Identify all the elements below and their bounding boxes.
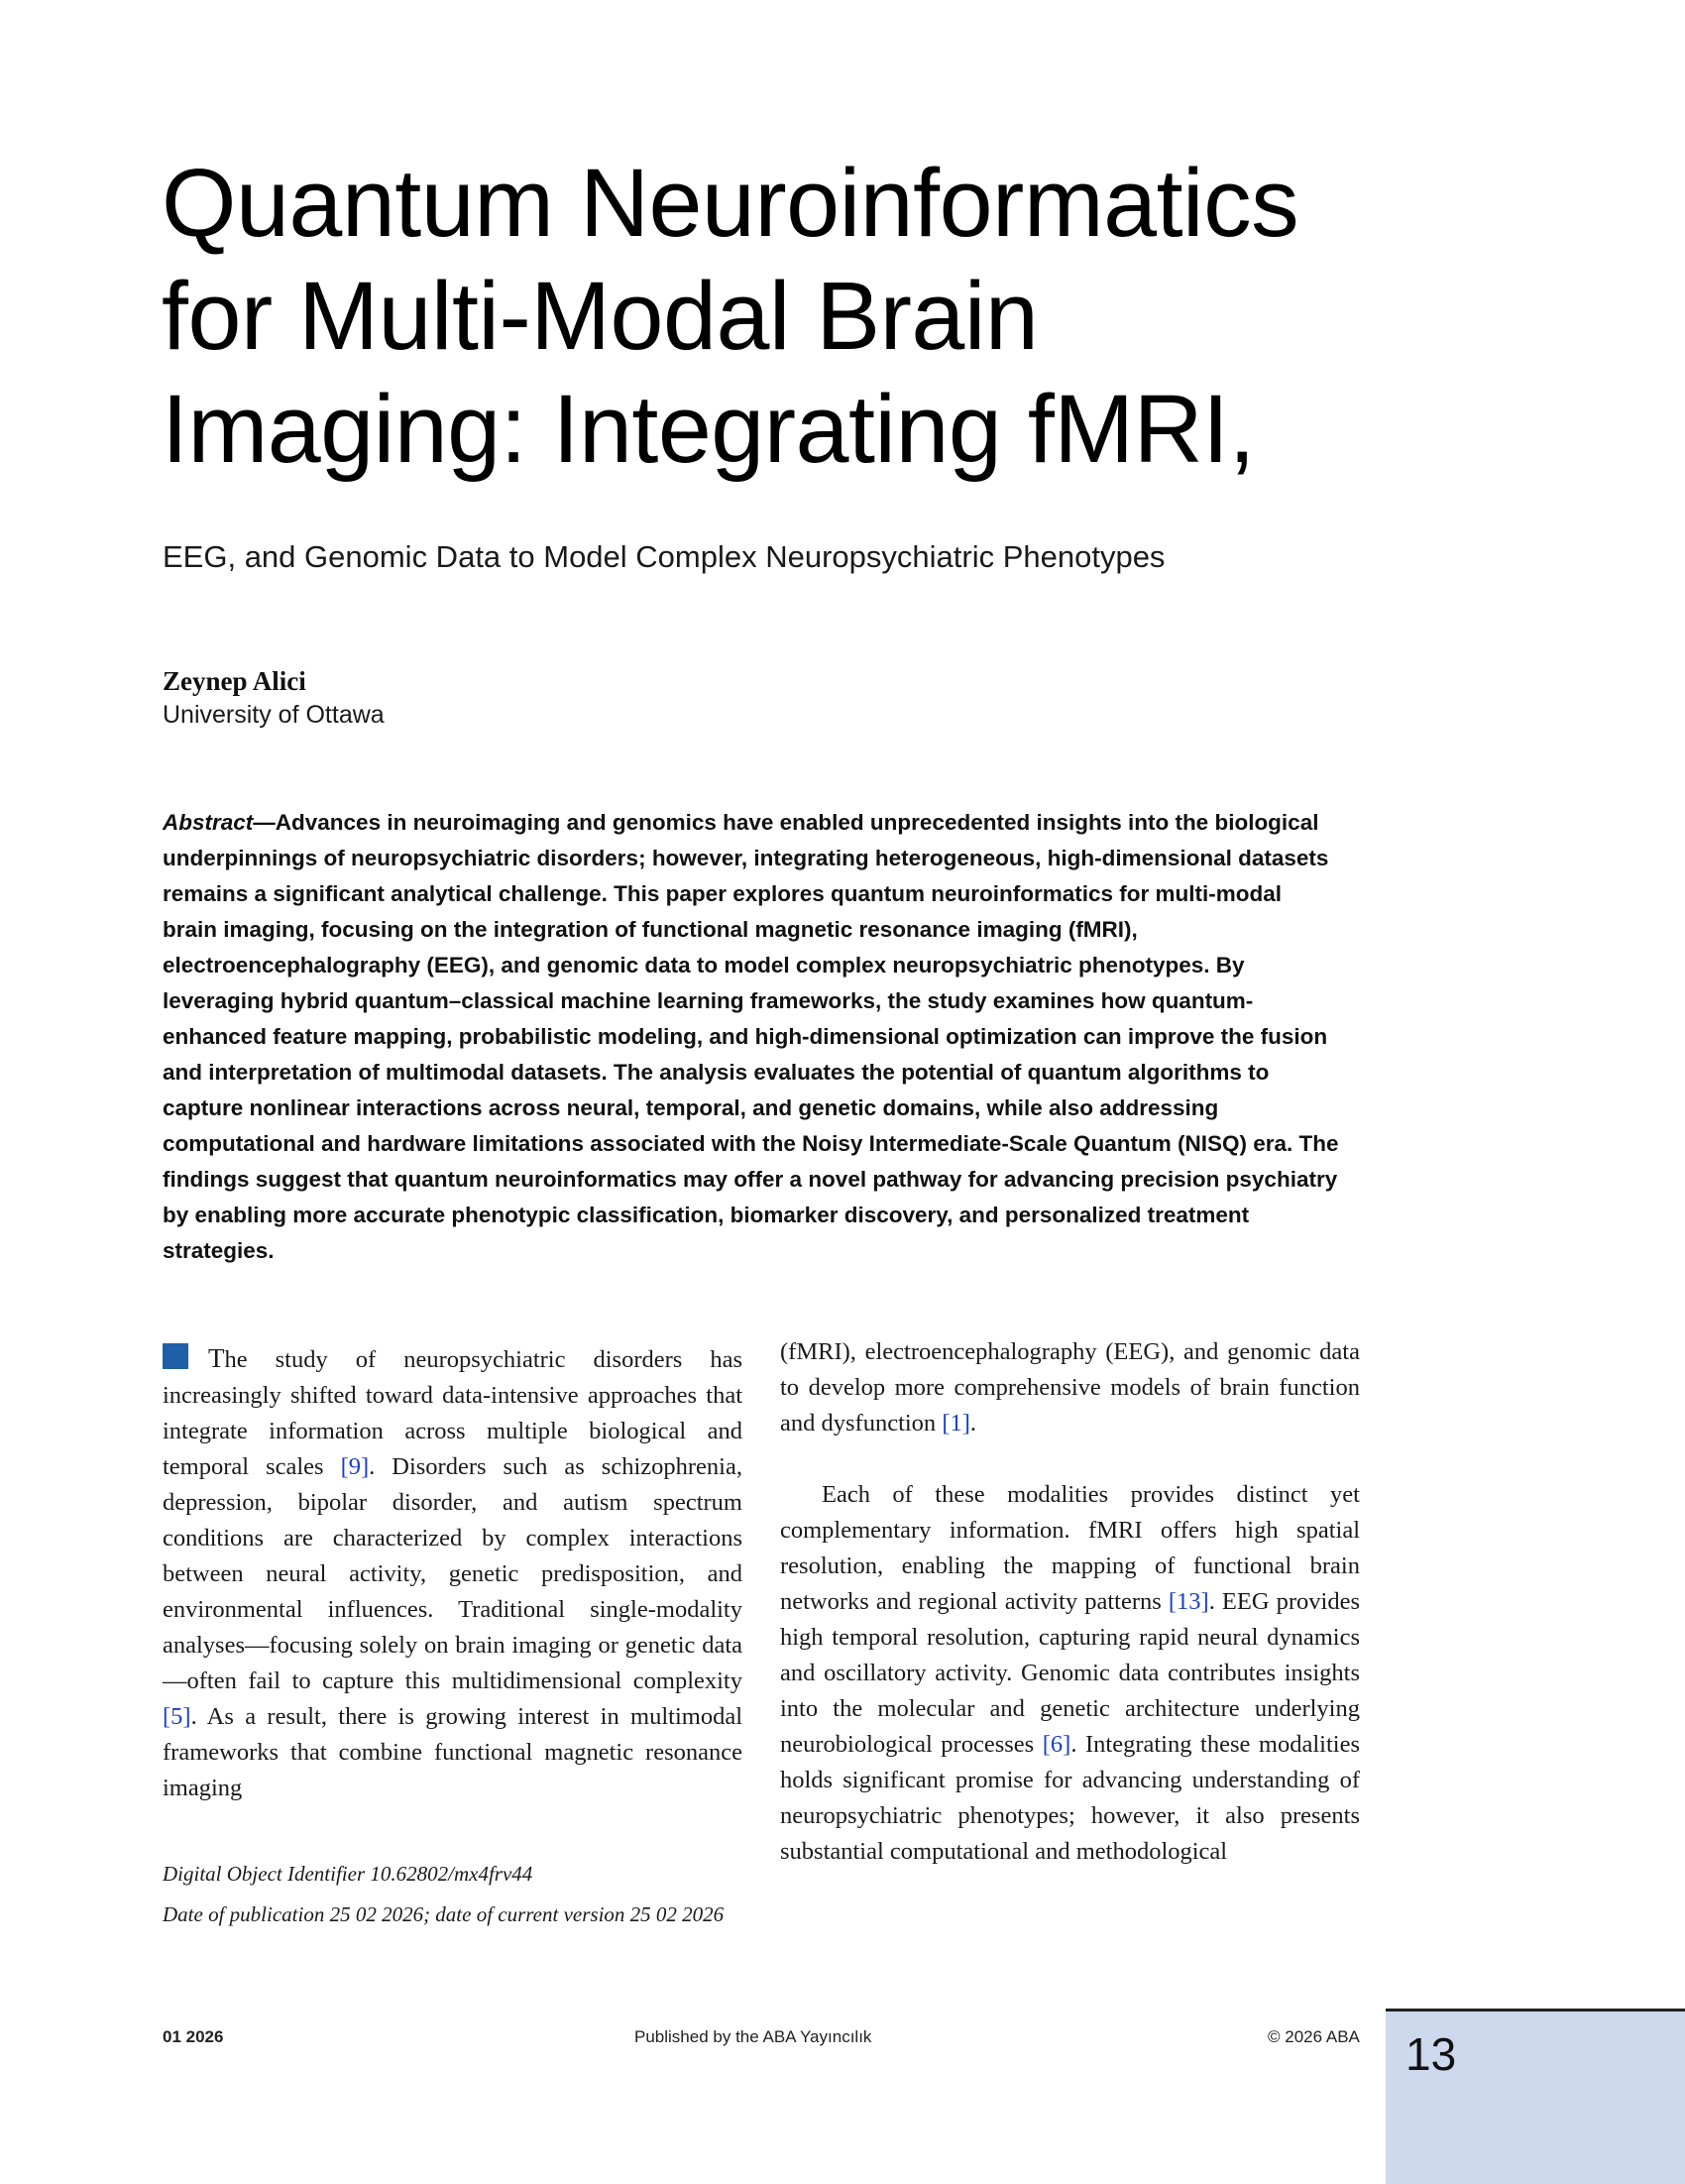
dropcap: T — [208, 1343, 225, 1373]
section-marker-square-icon — [163, 1343, 188, 1369]
body-text: . EEG provides high temporal resolution, capturing rapid neural dynamics and oscillatory activity. Genomic data contributes insights into the molecular and genetic architecture underlying neurobiological processes — [780, 1588, 1360, 1758]
publication-metadata — [163, 1854, 742, 1935]
abstract-label: Abstract — [163, 810, 254, 835]
doi: Digital Object Identifier 10.62802/mx4frv44 — [163, 1862, 533, 1886]
page-number: 13 — [1405, 2028, 1457, 2080]
abstract-dash: — — [253, 810, 276, 835]
citation-link[interactable]: [9] — [340, 1453, 370, 1480]
body-text: (fMRI), electroencephalography (EEG), and genomic data to develop more comprehensive models of brain function and dysfunction — [780, 1338, 1360, 1437]
author-name: Zeynep Alici — [163, 666, 306, 696]
author-affiliation: University of Ottawa — [163, 701, 385, 729]
publication-dates: Date of publication 25 02 2026; date of current version 25 02 2026 — [163, 1902, 725, 1926]
footer-publisher: Published by the ABA Yayıncılık — [634, 2027, 872, 2046]
body-text: . As a result, there is growing interest in multimodal frameworks that combine functional magnetic resonance imaging — [163, 1703, 742, 1801]
intro-paragraph — [163, 1340, 742, 1806]
page-number-box — [1386, 2009, 1685, 2184]
body-paragraph — [780, 1477, 1360, 1870]
paper-title: Quantum Neuroinformatics for Multi-Modal Brain Imaging: Integrating fMRI, — [162, 149, 1299, 483]
body-column-right — [780, 1334, 1360, 1870]
body-paragraph — [780, 1334, 1360, 1441]
body-text: Each of these modalities provides distinct yet complementary information. fMRI offers high spatial resolution, enabling the mapping of functional brain networks and regional activity patterns — [780, 1481, 1360, 1615]
footer-copyright: © 2026 ABA — [1268, 2027, 1360, 2046]
abstract — [163, 805, 1342, 1269]
citation-link[interactable]: [5] — [163, 1703, 191, 1730]
footer-issue: 01 2026 — [163, 2027, 224, 2046]
body-column-left — [163, 1340, 742, 1806]
citation-link[interactable]: [13] — [1168, 1588, 1209, 1615]
body-text: . Integrating these modalities holds significant promise for advancing understanding of neuropsychiatric phenotypes; however, it also presents substantial computational and methodological — [780, 1731, 1360, 1865]
citation-link[interactable]: [6] — [1042, 1731, 1071, 1758]
citation-link[interactable]: [1] — [942, 1410, 970, 1437]
abstract-text: Advances in neuroimaging and genomics have enabled unprecedented insights into the biological underpinnings of neuropsychiatric disorders; however, integrating heterogeneous, high-dimensional datasets remains a significant analytical challenge. This paper explores quantum neuroinformatics for multi-modal brain imaging, focusing on the integration of functional magnetic resonance imaging (fMRI), electroencephalography (EEG), and genomic data to model complex neuropsychiatric phenotypes. By leveraging hybrid quantum–classical machine learning frameworks, the study examines how quantum-enhanced feature mapping, probabilistic modeling, and high-dimensional optimization can improve the fusion and interpretation of multimodal datasets. The analysis evaluates the potential of quantum algorithms to capture nonlinear interactions across neural, temporal, and genetic domains, while also addressing computational and hardware limitations associated with the Noisy Intermediate-Scale Quantum (NISQ) era. The findings suggest that quantum neuroinformatics may offer a novel pathway for advancing precision psychiatry by enabling more accurate phenotypic classification, biomarker discovery, and personalized treatment strategies. — [163, 810, 1339, 1263]
paper-subtitle: EEG, and Genomic Data to Model Complex Neuropsychiatric Phenotypes — [163, 539, 1166, 574]
body-text: . — [969, 1410, 977, 1437]
body-text: he study of neuropsychiatric disorders has increasingly shifted toward data-intensive approaches that integrate information across multiple biological and temporal scales — [163, 1346, 742, 1480]
body-text: . Disorders such as schizophrenia, depression, bipolar disorder, and autism spectrum conditions are characterized by complex interactions between neural activity, genetic predisposition, and environmental influences. Traditional single-modality analyses—focusing solely on brain imaging or genetic data—often fail to capture this multidimensional complexity — [163, 1453, 742, 1694]
